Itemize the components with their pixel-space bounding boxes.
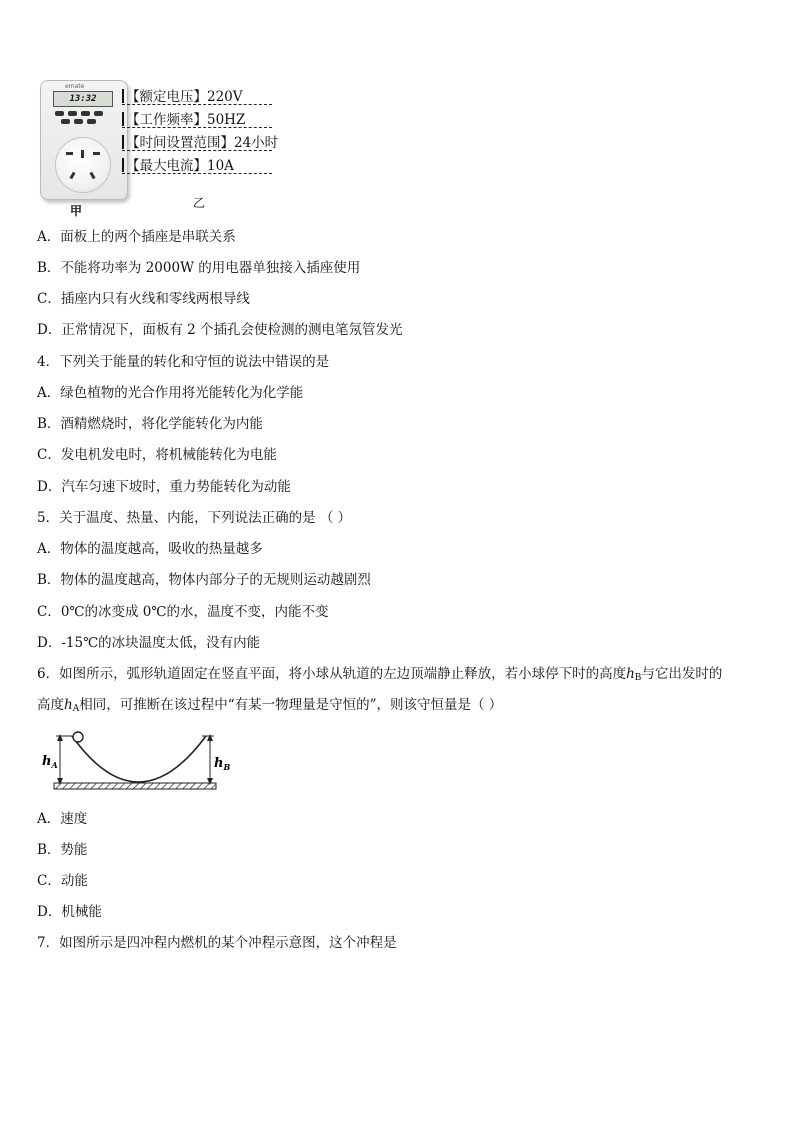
q4-stem: 4．下列关于能量的转化和守恒的说法中错误的是 bbox=[37, 354, 330, 370]
spec-divider bbox=[122, 104, 272, 105]
outlet-slot bbox=[69, 172, 75, 180]
device-button bbox=[87, 119, 96, 124]
spec-value: 10A bbox=[207, 158, 234, 174]
subscript-a: A bbox=[72, 704, 80, 714]
arc-track bbox=[72, 736, 206, 782]
spec-divider bbox=[122, 173, 272, 174]
outlet-slot bbox=[81, 150, 84, 158]
spec-label: 【额定电压】 bbox=[126, 89, 207, 105]
device-button bbox=[55, 111, 64, 116]
device-outlet bbox=[55, 137, 111, 193]
q6-option-a: A．速度 bbox=[37, 811, 88, 827]
q4-option-a: A．绿色植物的光合作用将光能转化为化学能 bbox=[37, 385, 304, 401]
device-brand: emate bbox=[65, 83, 85, 90]
outlet-slot bbox=[89, 172, 95, 180]
q4-option-d: D．汽车匀速下坡时，重力势能转化为动能 bbox=[37, 479, 291, 495]
q6-stem-line2: 高度$h_A$相同，可推断在该过程中“有某一物理量是守恒的”，则该守恒量是（ ） bbox=[37, 697, 503, 714]
q6-stem-line1: 6．如图所示，弧形轨道固定在竖直平面，将小球从轨道的左边顶端静止释放，若小球停下时的高度$h_B$与它出发时的 bbox=[37, 666, 723, 683]
q5-option-b: B．物体的温度越高，物体内部分子的无规则运动越剧烈 bbox=[37, 572, 371, 588]
q5-option-c: C．0℃的冰变成 0℃的水，温度不变，内能不变 bbox=[37, 604, 329, 620]
spec-divider bbox=[122, 127, 272, 128]
q6-option-c: C．动能 bbox=[37, 873, 88, 889]
label-h-a: $h_A$ bbox=[42, 754, 58, 770]
figure-label-jia: 甲 bbox=[70, 204, 83, 218]
spec-label: 【工作频率】 bbox=[126, 112, 207, 128]
q4-option-c: C．发电机发电时，将机械能转化为电能 bbox=[37, 447, 277, 463]
q5-option-d: D．-15℃的冰块温度太低，没有内能 bbox=[37, 635, 261, 651]
spec-value: 50HZ bbox=[207, 112, 246, 128]
h-symbol: h bbox=[64, 697, 73, 713]
outlet-slot bbox=[66, 152, 73, 155]
device-button bbox=[61, 119, 70, 124]
q3-option-d: D．正常情况下，面板有 2 个插孔会使检测的测电笔氖管发光 bbox=[37, 322, 403, 338]
q3-option-a: A．面板上的两个插座是串联关系 bbox=[37, 229, 236, 245]
q5-option-a: A．物体的温度越高，吸收的热量越多 bbox=[37, 541, 263, 557]
ground-base bbox=[54, 783, 216, 789]
device-button bbox=[94, 111, 103, 116]
spec-value: 24小时 bbox=[234, 135, 279, 151]
device-button bbox=[68, 111, 77, 116]
q6-option-d: D．机械能 bbox=[37, 904, 102, 920]
figure-label-yi: 乙 bbox=[193, 196, 206, 210]
h-symbol: h bbox=[626, 666, 635, 682]
device-button bbox=[81, 111, 90, 116]
q4-option-b: B．酒精燃烧时，将化学能转化为内能 bbox=[37, 416, 263, 432]
label-h-b: $h_B$ bbox=[214, 756, 231, 772]
q3-option-b: B．不能将功率为 2000W 的用电器单独接入插座使用 bbox=[37, 260, 361, 276]
q6-option-b: B．势能 bbox=[37, 842, 88, 858]
q7-stem: 7．如图所示是四冲程内燃机的某个冲程示意图，这个冲程是 bbox=[37, 935, 397, 951]
outlet-slot bbox=[93, 152, 100, 155]
timer-socket-image bbox=[40, 80, 128, 200]
spec-value: 220V bbox=[207, 89, 243, 105]
subscript-b: B bbox=[634, 673, 642, 683]
q3-option-c: C．插座内只有火线和零线两根导线 bbox=[37, 291, 250, 307]
spec-label: 【最大电流】 bbox=[126, 158, 207, 174]
q5-stem: 5．关于温度、热量、内能，下列说法正确的是 （ ） bbox=[37, 510, 352, 526]
arc-track-diagram bbox=[38, 728, 231, 796]
spec-label: 【时间设置范围】 bbox=[126, 135, 234, 151]
device-button bbox=[74, 119, 83, 124]
device-lcd-display: 13:32 bbox=[53, 91, 113, 107]
spec-divider bbox=[122, 150, 272, 151]
ball bbox=[73, 732, 83, 742]
